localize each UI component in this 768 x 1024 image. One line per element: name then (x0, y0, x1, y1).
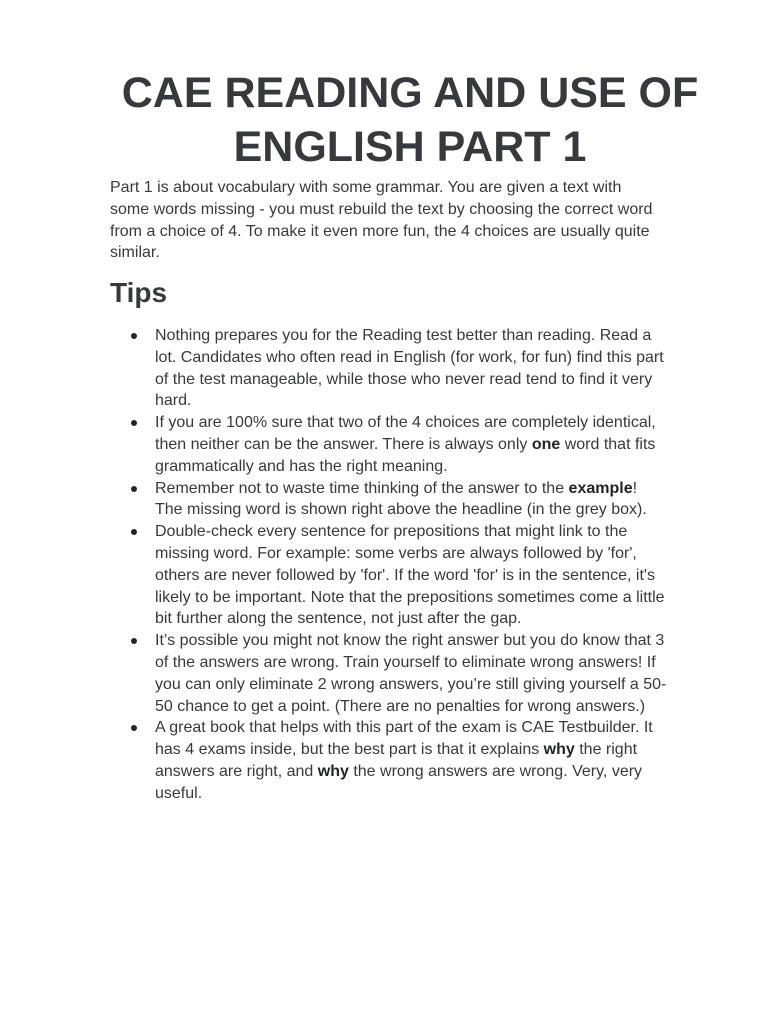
tip-line (155, 608, 768, 630)
tip-line (155, 369, 768, 391)
bullet-icon (131, 529, 137, 535)
tip-line (155, 347, 768, 369)
tip-line (155, 565, 768, 587)
tip-text: lot. Candidates who often read in English (for work, for fun) find this part (155, 348, 664, 366)
tip-line (155, 652, 768, 674)
tip-text: A great book that helps with this part of the exam is CAE Testbuilder. It (155, 719, 653, 737)
tip-emphasis: one (531, 435, 561, 453)
tip-text: has 4 exams inside, but the best part is that it explains (155, 741, 544, 759)
tip-text: word that fits (560, 435, 656, 453)
tip-line (155, 543, 768, 565)
tip-text: you can only eliminate 2 wrong answers, you’re still giving yourself a 50- (155, 675, 667, 693)
tip-text: Double-check every sentence for prepositions that might link to the (155, 523, 628, 541)
tip-line (155, 412, 768, 434)
intro-line: some words missing - you must rebuild the text by choosing the correct word (110, 200, 653, 218)
title-line: CAE READING AND USE OF (121, 69, 699, 117)
tip-line (155, 783, 768, 805)
tip-item (0, 478, 768, 522)
tip-line (155, 499, 768, 521)
tip-text: missing word. For example: some verbs are always followed by 'for', (155, 544, 637, 562)
tip-line (155, 521, 768, 543)
tip-line (155, 739, 768, 761)
tip-text: others are never followed by 'for'. If the word 'for' is in the sentence, it's (155, 566, 655, 584)
tip-item (0, 521, 768, 630)
page-title (60, 66, 760, 174)
tip-item (0, 630, 768, 717)
tip-line (155, 696, 768, 718)
tip-emphasis: example (568, 479, 633, 497)
tip-text: If you are 100% sure that two of the 4 choices are completely identical, (155, 414, 656, 432)
tips-list (0, 325, 768, 805)
tip-text: ! (632, 479, 638, 497)
bullet-icon (131, 420, 137, 426)
intro-line: similar. (110, 244, 160, 262)
tip-text: useful. (155, 784, 203, 802)
tip-text: hard. (155, 392, 192, 410)
bullet-icon (131, 725, 137, 731)
tip-emphasis: why (543, 741, 575, 759)
tip-line (155, 587, 768, 609)
tip-line (155, 390, 768, 412)
tip-line (155, 717, 768, 739)
tip-text: of the test manageable, while those who never read tend to find it very (155, 370, 653, 388)
tip-item (0, 717, 768, 804)
tip-text: then neither can be the answer. There is always only (155, 435, 532, 453)
tip-text: Remember not to waste time thinking of the answer to the (155, 479, 569, 497)
tip-text: Nothing prepares you for the Reading test better than reading. Read a (155, 327, 652, 344)
tip-text: 50 chance to get a point. (There are no penalties for wrong answers.) (155, 697, 646, 715)
tip-text: bit further along the sentence, not just after the gap. (155, 610, 522, 628)
bullet-icon (131, 333, 137, 339)
tip-line (155, 674, 768, 696)
title-line: ENGLISH PART 1 (233, 123, 587, 171)
tip-text: The missing word is shown right above the headline (in the grey box). (155, 501, 647, 519)
tip-line (155, 325, 768, 347)
tip-emphasis: why (317, 762, 349, 780)
tip-line (155, 761, 768, 783)
bullet-icon (131, 486, 137, 492)
tip-text: It’s possible you might not know the right answer but you do know that 3 (155, 632, 665, 650)
tip-line (155, 630, 768, 652)
tip-item (0, 412, 768, 477)
tip-text: of the answers are wrong. Train yourself to eliminate wrong answers! If (155, 653, 656, 671)
tip-text: likely to be important. Note that the prepositions sometimes come a little (155, 588, 665, 606)
intro-line: Part 1 is about vocabulary with some grammar. You are given a text with (110, 179, 622, 196)
tip-item (0, 325, 768, 412)
tip-text: the wrong answers are wrong. Very, very (348, 762, 643, 780)
tip-text: the right (574, 741, 638, 759)
tips-heading: Tips (110, 277, 168, 308)
tip-line (155, 434, 768, 456)
intro-line: from a choice of 4. To make it even more fun, the 4 choices are usually quite (110, 222, 650, 240)
tip-text: grammatically and has the right meaning. (155, 457, 448, 475)
tip-line (155, 456, 768, 478)
bullet-icon (131, 638, 137, 644)
tip-text: answers are right, and (155, 762, 318, 780)
intro-paragraph (110, 177, 722, 264)
tip-line (155, 478, 768, 500)
